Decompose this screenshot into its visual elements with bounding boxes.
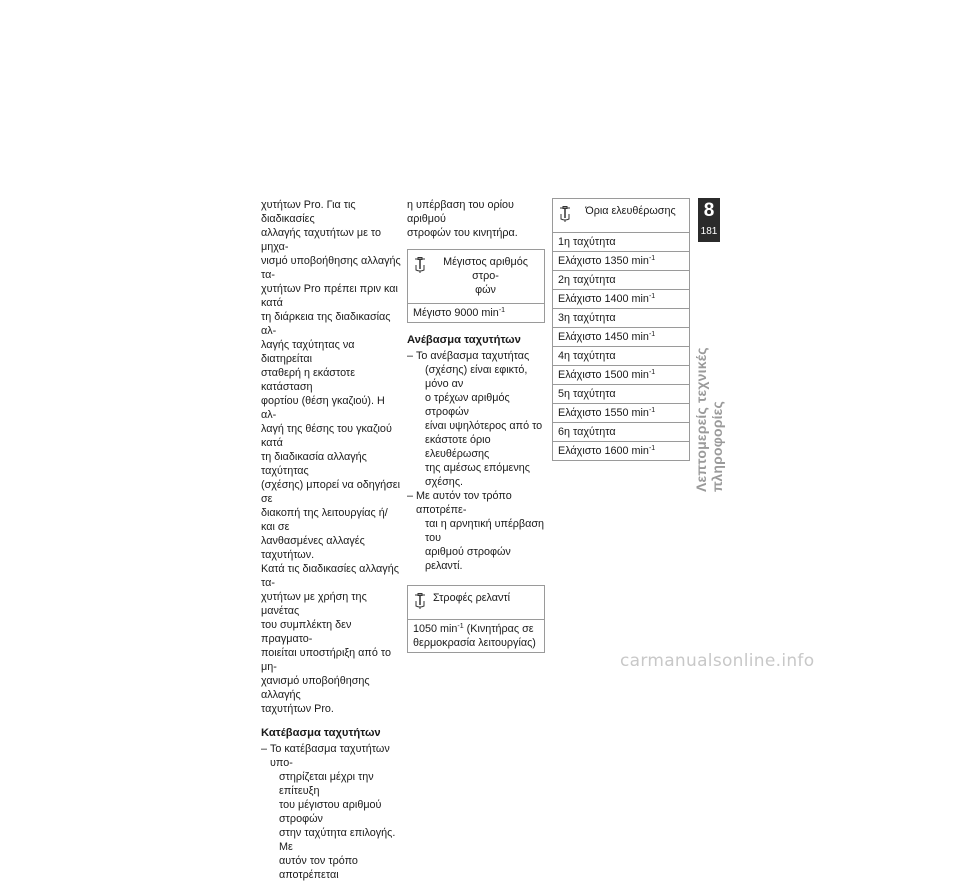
list-item: – Με αυτόν τον τρόπο αποτρέπε- ται η αρνητική υπέρβαση του αριθμού στροφών ρελαντί.: [407, 490, 545, 572]
text-line: του συμπλέκτη δεν πραγματο-: [261, 619, 352, 645]
table-row: Ελάχιστο 1550 $\min^{-1}$: [553, 403, 689, 422]
table-row: 2η ταχύτητα: [553, 270, 689, 289]
watermark: carmanualsonline.info: [620, 651, 815, 671]
table-row: Ελάχιστο 1450 $\min^{-1}$: [553, 327, 689, 346]
table-row: Ελάχιστο 1400 $\min^{-1}$: [553, 289, 689, 308]
text-line: η υπέρβαση του ορίου αριθμού: [407, 199, 514, 225]
text-column-2: [407, 198, 545, 653]
engine-speed-icon: [558, 206, 574, 226]
text-line: είναι υψηλότερος από το: [425, 420, 543, 432]
table-row: 3η ταχύτητα: [553, 308, 689, 327]
chapter-number: 8: [703, 200, 715, 221]
spec-box-release-limits: Όρια ελευθέρωσης 1η ταχύτητα Ελάχιστο 1350 $\min^{-1}$ 2η ταχύτητα Ελάχιστο 1400 $\min^{-1}$ 3η ταχύτητα Ελάχιστο 1450 $\min^{-1}$ 4η ταχύτητα Ελάχιστο 1500 $\min^{-1}$ 5η ταχύτητα Ελάχιστο 1550 $\min^{-1}$ 6η ταχύτητα Ελάχιστο 1600 $\min^{-1}$: [552, 198, 690, 461]
spec-value: Μέγιστο 9000 $\min^{-1}$: [408, 303, 544, 322]
table-row: Ελάχιστο 1500 $\min^{-1}$: [553, 365, 689, 384]
table-row: 4η ταχύτητα: [553, 346, 689, 365]
text-line: τη διάρκεια της διαδικασίας αλ-: [261, 311, 391, 337]
table-row: 5η ταχύτητα: [553, 384, 689, 403]
paragraph: [261, 198, 401, 716]
text-line: χυτήτων Pro. Για τις διαδικασίες: [261, 199, 356, 225]
text-line: τη διαδικασία αλλαγής ταχύτητας: [261, 451, 367, 477]
list-item: – Το κατέβασμα ταχυτήτων υπο- στηρίζεται μέχρι την επίτευξη του μέγιστου αριθμού στροφών στην ταχύτητα επιλογής. Με αυτόν τον τρόπο αποτρέπεται: [261, 742, 401, 882]
spec-value: 1050 $\min^{-1} (K\iota\nu\eta\tau ή\rho\alpha\varsigma$ σε θερμοκρασία λειτουργίας): [408, 619, 544, 652]
table-row: 6η ταχύτητα: [553, 422, 689, 441]
text-line: ποιείται υποστήριξη από το μη-: [261, 647, 391, 673]
page-number: 181: [700, 226, 718, 237]
section-heading-downshift: Κατέβασμα ταχυτήτων: [261, 727, 381, 739]
text-line: λαγή της θέσης του γκαζιού κατά: [261, 423, 392, 449]
table-row: Ελάχιστο 1600 $\min^{-1}$: [553, 441, 689, 460]
text-line: (σχέσης) μπορεί να οδηγήσει σε: [261, 479, 401, 505]
text-line: φορτίου (θέση γκαζιού). Η αλ-: [261, 395, 385, 421]
spec-box-idle-speed: Στροφές ρελαντί 1050 $\min^{-1} (K\iota\nu\eta\tau ή\rho\alpha\varsigma$ σε θερμοκρασία λειτουργίας): [407, 585, 545, 653]
list-item: – Το ανέβασμα ταχυτήτας (σχέσης) είναι εφικτό, μόνο αν ο τρέχων αριθμός στροφών είναι υψηλότερος από το εκάστοτε όριο ελευθέρωσης της αμέσως επόμενης σχέσης.: [407, 349, 545, 489]
text-line: στροφών του κινητήρα.: [407, 227, 518, 239]
text-line: χανισμό υποβοήθησης αλλαγής: [261, 675, 370, 701]
text-line: ται η αρνητική υπέρβαση του: [425, 518, 545, 544]
text-line: σταθερή η εκάστοτε κατάσταση: [261, 367, 356, 393]
section-heading-upshift: Ανέβασμα ταχυτήτων: [407, 334, 521, 346]
table-row: Ελάχιστο 1350 $\min^{-1}$: [553, 251, 689, 270]
text-column-3: [552, 198, 690, 461]
text-line: διακοπή της λειτουργίας ή/και σε: [261, 507, 388, 533]
paragraph: [407, 198, 545, 240]
text-column-1: [261, 198, 401, 882]
text-line: ο τρέχων αριθμός στροφών: [425, 392, 510, 418]
chapter-title: Λεπτομερείς τεχνικές πληροφορίες: [693, 347, 725, 492]
text-line: της αμέσως επόμενης σχέσης.: [425, 462, 530, 488]
text-line: αριθμού στροφών ρελαντί.: [425, 546, 511, 572]
spec-box-max-rpm: Μέγιστος αριθμός στρο- φών Μέγιστο 9000 $\min^{-1}$: [407, 249, 545, 323]
text-line: στην ταχύτητα επιλογής. Με: [279, 827, 396, 853]
text-line: χυτήτων Pro πρέπει πριν και κατά: [261, 283, 398, 309]
text-line: εκάστοτε όριο ελευθέρωσης: [425, 434, 491, 460]
text-line: στηρίζεται μέχρι την επίτευξη: [279, 771, 374, 797]
text-line: νισμό υποβοήθησης αλλαγής τα-: [261, 255, 401, 281]
text-line: αυτόν τον τρόπο αποτρέπεται: [279, 855, 358, 881]
text-line: λανθασμένες αλλαγές ταχυτήτων.: [261, 535, 365, 561]
text-line: χυτήτων με χρήση της μανέτας: [261, 591, 367, 617]
text-line: αλλαγής ταχυτήτων με το μηχα-: [261, 227, 382, 253]
text-line: (σχέσης) είναι εφικτό, μόνο αν: [425, 364, 528, 390]
engine-speed-icon: [413, 593, 429, 613]
text-line: Κατά τις διαδικασίες αλλαγής τα-: [261, 563, 399, 589]
engine-speed-icon: [413, 257, 429, 277]
text-line: του μέγιστου αριθμού στροφών: [279, 799, 382, 825]
table-row: 1η ταχύτητα: [553, 232, 689, 251]
text-line: λαγής ταχύτητας να διατηρείται: [261, 339, 355, 365]
text-line: ταχυτήτων Pro.: [261, 703, 334, 715]
